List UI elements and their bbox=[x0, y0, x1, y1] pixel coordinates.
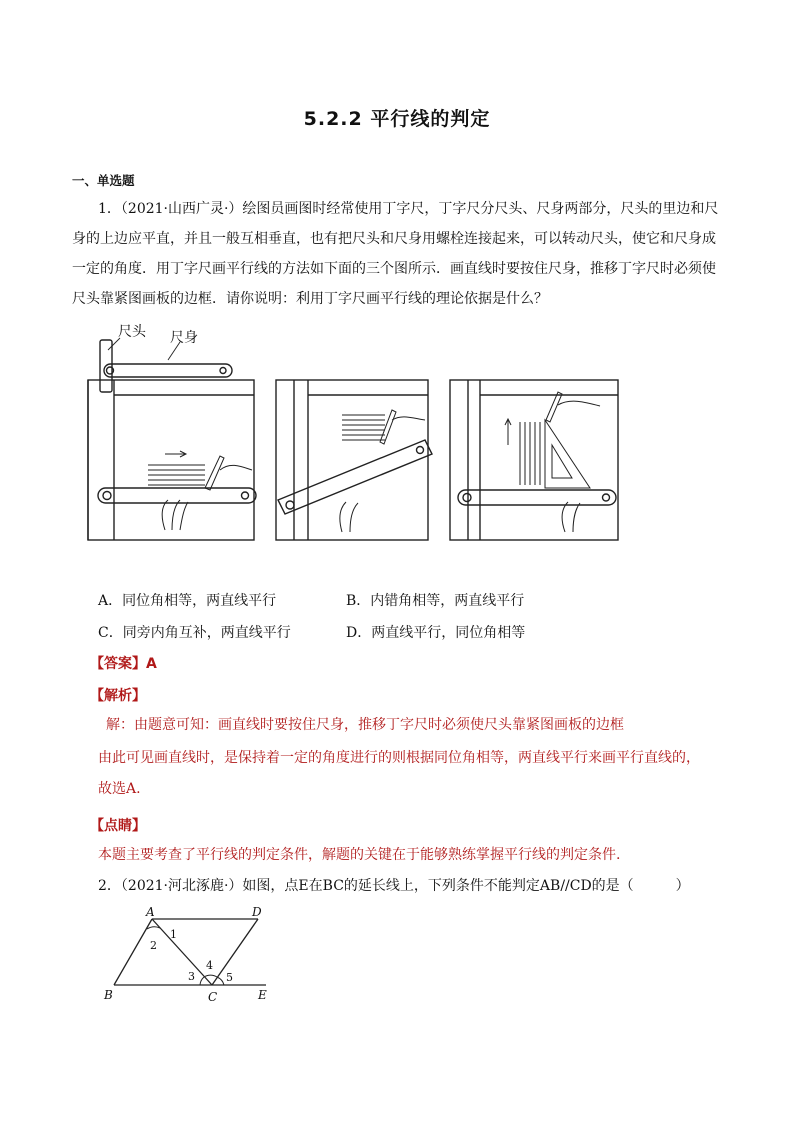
geometry-figure bbox=[100, 905, 280, 1005]
angle-1: 1 bbox=[170, 928, 177, 941]
t-square-body bbox=[104, 364, 232, 377]
drawing-board-1 bbox=[88, 380, 254, 540]
analysis-line-1: 解：由题意可知：画直线时要按住尺身，推移丁字尺时必须使尺头靠紧图画板的边框 bbox=[106, 717, 624, 733]
option-a: A．同位角相等，两直线平行 bbox=[98, 593, 277, 609]
answer-value: A bbox=[146, 656, 157, 672]
page-title: 5.2.2 平行线的判定 bbox=[303, 108, 491, 130]
option-c: C．同旁内角互补，两直线平行 bbox=[98, 625, 291, 641]
analysis-tag: 【解析】 bbox=[90, 688, 146, 704]
question-2-text: 2．（2021·河北涿鹿·）如图，点E在BC的延长线上，下列条件不能判定AB//CD的是（ ） bbox=[98, 878, 690, 894]
point-b: B bbox=[104, 988, 113, 1002]
angle-3: 3 bbox=[188, 970, 195, 983]
question-1-text: 1．（2021·山西广灵·）绘图员画图时经常使用丁字尺，丁字尺分尺头、尺身两部分，尺头的里边和尺身的上边应平直，并且一般互相垂直，也有把尺头和尺身用螺栓连接起来，可以转动尺头，使它和尺身成一定的角度．用丁字尺画平行线的方法如下面的三个图所示．画直线时要按住尺身，推移丁字尺时必须使尺头靠紧图画板的边框．请你说明：利用丁字尺画平行线的理论依据是什么？ bbox=[72, 201, 719, 307]
angle-5: 5 bbox=[226, 971, 233, 984]
comment-text: 本题主要考查了平行线的判定条件，解题的关键在于能够熟练掌握平行线的判定条件. bbox=[98, 847, 621, 863]
point-e: E bbox=[258, 988, 267, 1002]
point-c: C bbox=[208, 990, 218, 1004]
answer-tag: 【答案】 bbox=[90, 656, 146, 672]
option-d: D．两直线平行，同位角相等 bbox=[346, 625, 526, 641]
option-b: B．内错角相等，两直线平行 bbox=[346, 593, 525, 609]
angle-4: 4 bbox=[206, 959, 213, 972]
section-heading: 一、单选题 bbox=[72, 173, 135, 188]
label-head: 尺头 bbox=[118, 324, 146, 340]
answer-line bbox=[90, 653, 157, 673]
point-d: D bbox=[252, 905, 262, 919]
analysis-line-3: 故选A. bbox=[98, 781, 141, 797]
point-a: A bbox=[146, 905, 155, 919]
angle-2: 2 bbox=[150, 939, 157, 952]
label-body: 尺身 bbox=[170, 330, 198, 346]
comment-tag: 【点睛】 bbox=[90, 818, 146, 834]
analysis-line-2: 由此可见画直线时，是保持着一定的角度进行的则根据同位角相等，两直线平行来画平行直线的， bbox=[98, 750, 700, 766]
t-square-figure bbox=[80, 320, 620, 545]
